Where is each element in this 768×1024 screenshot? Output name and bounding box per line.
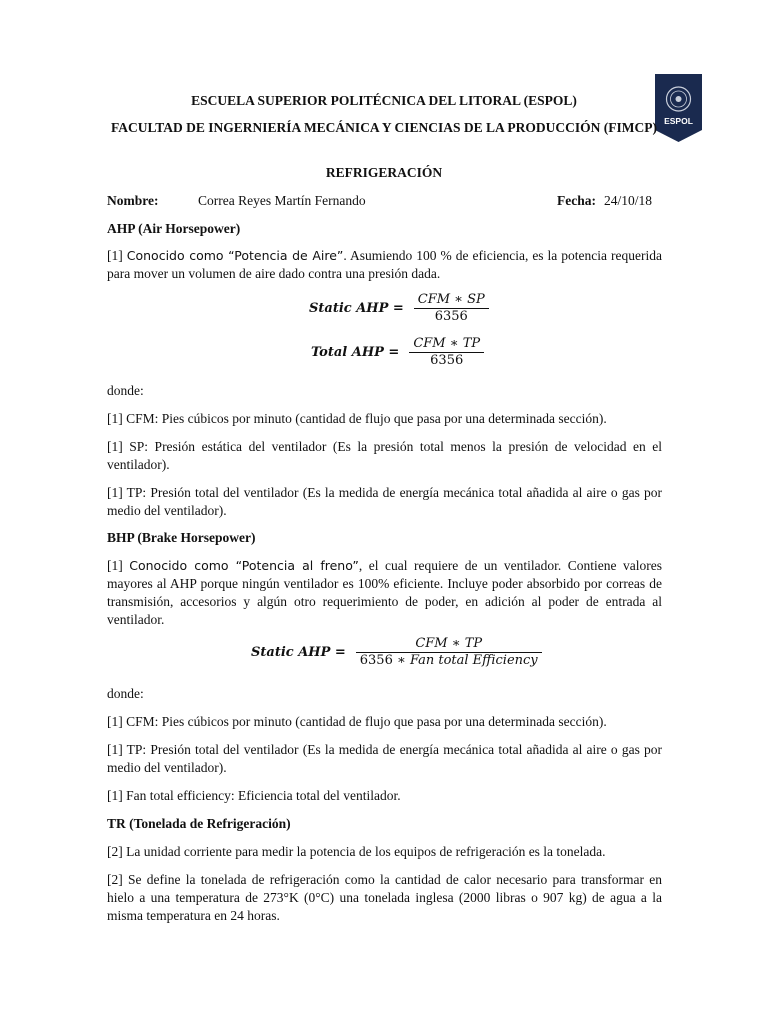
ahp-intro-quote: Conocido como “Potencia de Aire” (126, 248, 344, 263)
bhp-intro (107, 557, 662, 629)
tr-unit-paragraph: [2] La unidad corriente para medir la potencia de los equipos de refrigeración es la tonelada. (107, 844, 606, 859)
student-info-row (107, 192, 667, 210)
equation-numerator: CFM ∗ TP (415, 636, 483, 651)
equation-lhs: Static AHP = (309, 300, 404, 316)
equation-fraction (414, 292, 489, 325)
ahp-cfm-def: [1] CFM: Pies cúbicos por minuto (cantidad de flujo que pasa por una determinada sección). (107, 411, 607, 426)
tr-heading: TR (Tonelada de Refrigeración) (107, 816, 291, 831)
bhp-where: donde: (107, 686, 144, 701)
equation-total-ahp (311, 336, 484, 369)
ahp-heading: AHP (Air Horsepower) (107, 221, 241, 236)
equation-denominator-term: Fan total Efficiency (409, 653, 538, 668)
name-value: Correa Reyes Martín Fernando (198, 193, 366, 208)
equation-fraction (409, 336, 484, 369)
bhp-intro-ref: [1] (107, 558, 130, 573)
ahp-sp-def: [1] SP: Presión estática del ventilador (Es la presión total menos la presión de velocidad en el ventilador). (107, 439, 662, 472)
svg-text:ESPOL: ESPOL (664, 116, 693, 126)
date-label: Fecha: (557, 193, 596, 208)
equation-denominator: 6356 (434, 309, 468, 324)
tr-definition-paragraph: [2] Se define la tonelada de refrigeración como la cantidad de calor necesario para transformar en hielo a una temperatura de 273°K (0°C) una tonelada inglesa (2000 libras o 907 kg) de agua a la misma temperatura en 24 horas. (107, 872, 662, 923)
ahp-intro-rest: . Asumiendo 100 % de eficiencia, es la potencia requerida para mover un volumen de aire dado contra una presión dada. (107, 248, 662, 281)
equation-denominator-number: 6356 ∗ (359, 653, 410, 668)
equation-static-ahp (309, 292, 489, 325)
ahp-intro-ref: [1] (107, 248, 127, 263)
espol-logo (655, 74, 702, 142)
equation-denominator: 6356 (430, 353, 464, 368)
bhp-heading: BHP (Brake Horsepower) (107, 530, 256, 545)
institution-title: ESCUELA SUPERIOR POLITÉCNICA DEL LITORAL (ESPOL) (191, 93, 577, 108)
date-value: 24/10/18 (604, 193, 653, 208)
ahp-tp-def: [1] TP: Presión total del ventilador (Es la medida de energía mecánica total añadida al aire o gas por medio del ventilador). (107, 485, 662, 518)
bhp-cfm-def: [1] CFM: Pies cúbicos por minuto (cantidad de flujo que pasa por una determinada sección). (107, 714, 607, 729)
espol-shield-icon (655, 74, 702, 142)
name-label: Nombre: (107, 193, 159, 208)
bhp-intro-quote: Conocido como “Potencia al freno” (129, 558, 359, 573)
equation-fraction (356, 636, 542, 669)
equation-lhs: Static AHP = (251, 644, 346, 660)
equation-bhp (251, 636, 542, 669)
equation-numerator: CFM ∗ SP (417, 292, 485, 307)
course-title: REFRIGERACIÓN (325, 165, 443, 180)
bhp-intro-rest: , el cual requiere de un ventilador. Contiene valores mayores al AHP porque ningún ventilador es 100% eficiente. Incluye poder absorbido por correas de transmisión, accesorios y algún otro requerimiento de poder, en adición al poder de entrada al ventilador. (107, 558, 662, 627)
bhp-tp-def: [1] TP: Presión total del ventilador (Es la medida de energía mecánica total añadida al aire o gas por medio del ventilador). (107, 742, 662, 775)
faculty-title: FACULTAD DE INGERNIERÍA MECÁNICA Y CIENCIAS DE LA PRODUCCIÓN (FIMCP) (111, 120, 657, 135)
ahp-where: donde: (107, 383, 144, 398)
ahp-intro (107, 247, 662, 283)
equation-denominator (356, 653, 542, 669)
equation-lhs: Total AHP = (311, 344, 400, 360)
bhp-fan-def: [1] Fan total efficiency: Eficiencia total del ventilador. (107, 788, 401, 803)
equation-numerator: CFM ∗ TP (413, 336, 481, 351)
